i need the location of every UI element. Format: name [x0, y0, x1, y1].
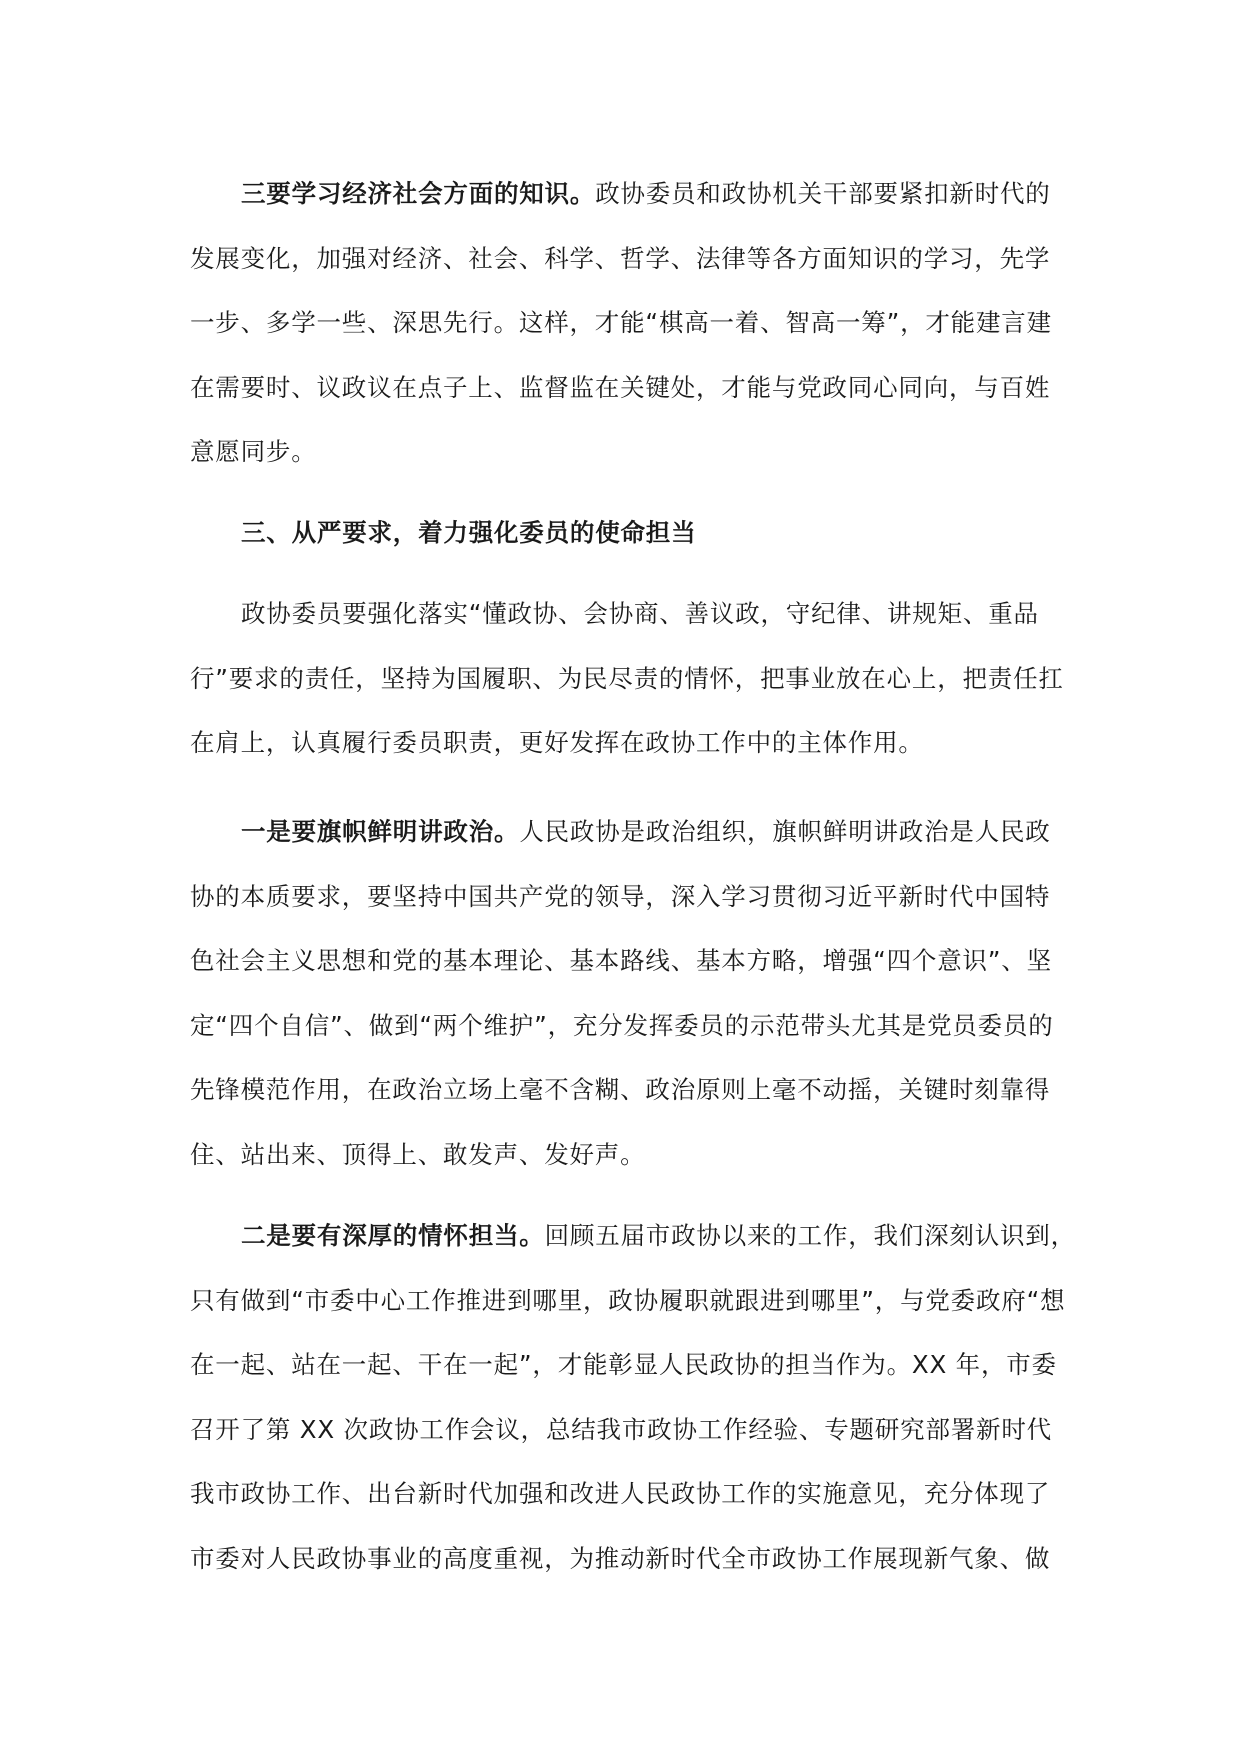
paragraph-line: 三要学习经济社会方面的知识。政协委员和政协机关干部要紧扣新时代的	[241, 179, 1051, 208]
paragraph-committee-duties	[190, 582, 1064, 776]
paragraph-line: 在肩上，认真履行委员职责，更好发挥在政协工作中的主体作用。	[190, 728, 924, 757]
paragraph-line: 先锋模范作用，在政治立场上毫不含糊、政治原则上毫不动摇，关键时刻靠得	[190, 1075, 1051, 1104]
paragraph-lead: 一是要旗帜鲜明讲政治。	[241, 817, 520, 846]
paragraph-lead: 三要学习经济社会方面的知识。	[241, 179, 596, 208]
paragraph-line: 二是要有深厚的情怀担当。回顾五届市政协以来的工作，我们深刻认识到，	[241, 1221, 1076, 1250]
paragraph-politics	[190, 800, 1060, 1187]
paragraph-lead: 二是要有深厚的情怀担当。	[241, 1221, 545, 1250]
paragraph-line: 色社会主义思想和党的基本理论、基本路线、基本方略，增强“四个意识”、坚	[190, 946, 1052, 975]
paragraph-line: 我市政协工作、出台新时代加强和改进人民政协工作的实施意见，充分体现了	[190, 1479, 1051, 1508]
paragraph-commitment	[190, 1204, 1076, 1591]
paragraph-line: 发展变化，加强对经济、社会、科学、哲学、法律等各方面知识的学习，先学	[190, 243, 1051, 273]
paragraph-line: 只有做到“市委中心工作推进到哪里，政协履职就跟进到哪里”，与党委政府“想	[190, 1285, 1066, 1315]
paragraph-line: 在一起、站在一起、干在一起”，才能彰显人民政协的担当作为。XX 年，市委	[190, 1350, 1057, 1379]
paragraph-line: 意愿同步。	[190, 437, 317, 466]
paragraph-economic-knowledge	[190, 162, 1060, 485]
section-heading	[190, 501, 1060, 566]
paragraph-line: 市委对人民政协事业的高度重视，为推动新时代全市政协工作展现新气象、做	[190, 1543, 1051, 1573]
paragraph-line: 召开了第 XX 次政协工作会议，总结我市政协工作经验、专题研究部署新时代	[190, 1414, 1052, 1444]
paragraph-line: 定“四个自信”、做到“两个维护”，充分发挥委员的示范带头尤其是党员委员的	[190, 1010, 1054, 1040]
paragraph-line: 一步、多学一些、深思先行。这样，才能“棋高一着、智高一筹”，才能建言建	[190, 308, 1052, 337]
paragraph-line: 行”要求的责任，坚持为国履职、为民尽责的情怀，把事业放在心上，把责任扛	[190, 663, 1064, 693]
paragraph-line: 在需要时、议政议在点子上、监督监在关键处，才能与党政同心同向，与百姓	[190, 372, 1051, 402]
paragraph-line: 政协委员要强化落实“懂政协、会协商、善议政，守纪律、讲规矩、重品	[241, 599, 1039, 628]
section-heading-text: 三、从严要求，着力强化委员的使命担当	[241, 518, 697, 547]
paragraph-line: 协的本质要求，要坚持中国共产党的领导，深入学习贯彻习近平新时代中国特	[190, 881, 1051, 911]
paragraph-line: 一是要旗帜鲜明讲政治。人民政协是政治组织，旗帜鲜明讲政治是人民政	[241, 817, 1051, 846]
paragraph-line: 住、站出来、顶得上、敢发声、发好声。	[190, 1139, 646, 1169]
